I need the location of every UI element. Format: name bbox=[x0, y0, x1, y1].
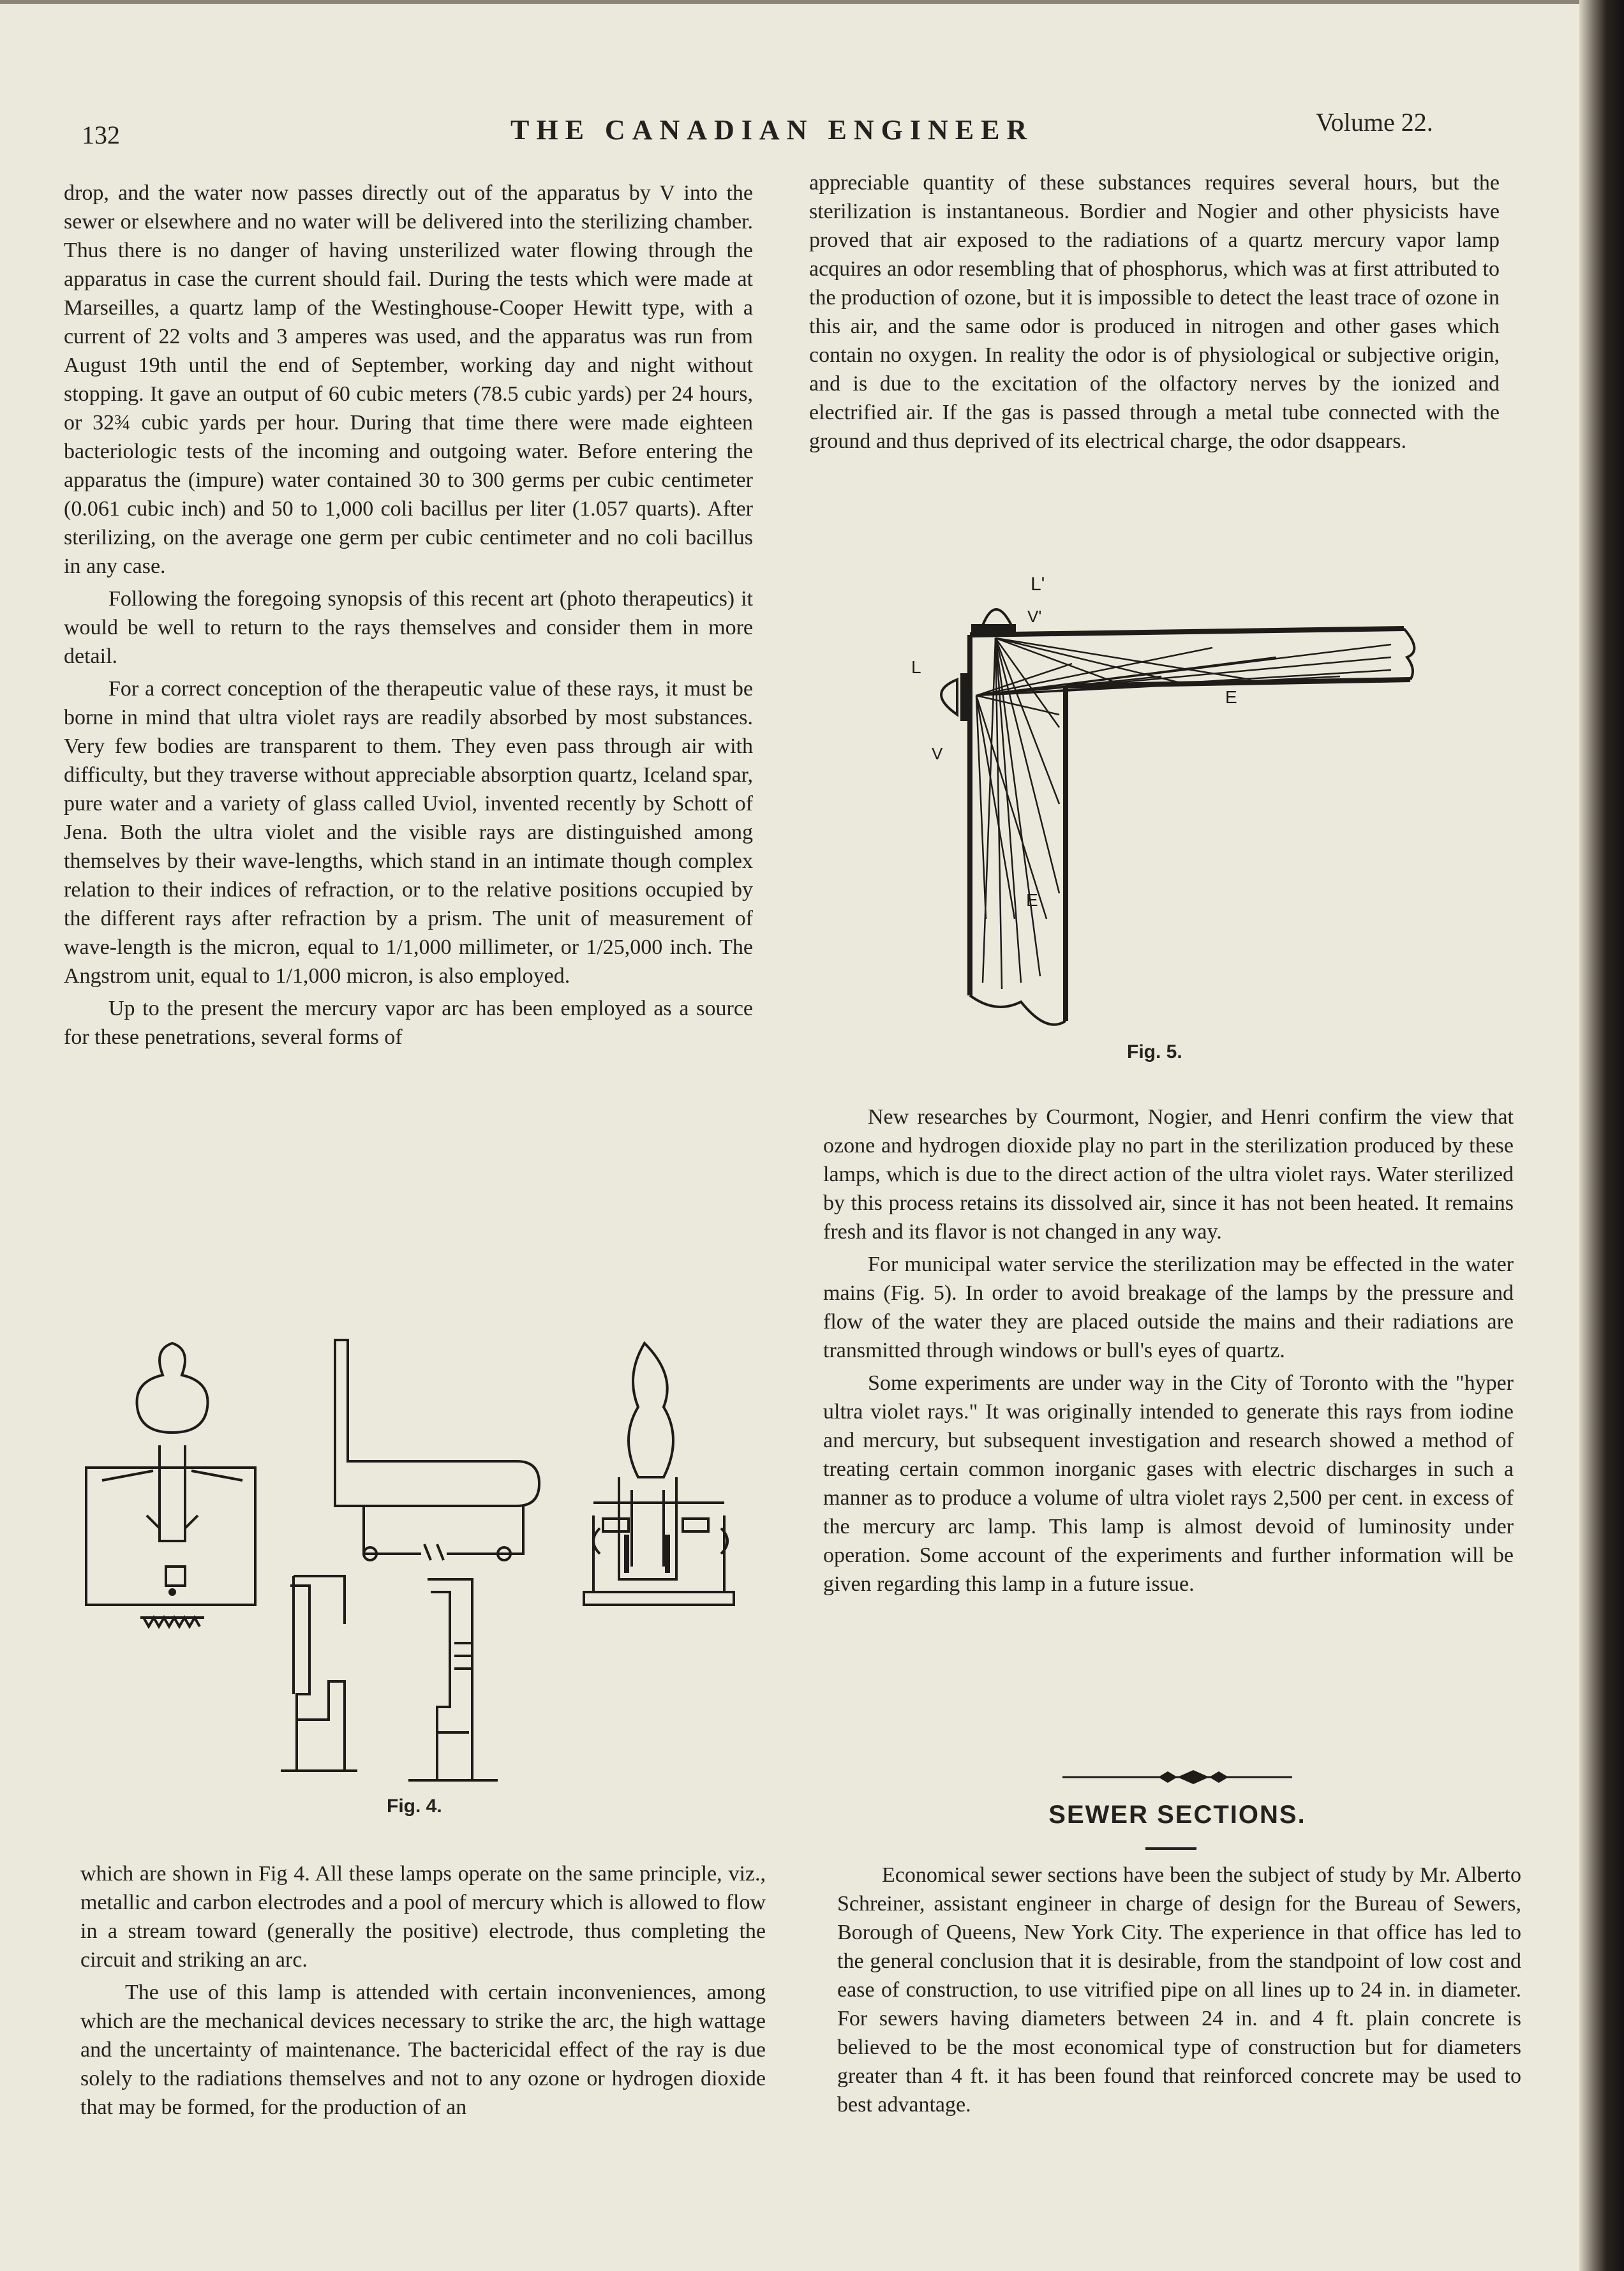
label-l-prime: L' bbox=[1031, 574, 1045, 595]
figure-5-diagram bbox=[893, 562, 1429, 1046]
figure-5-caption: Fig. 5. bbox=[1127, 1041, 1182, 1062]
figure-4-diagram bbox=[64, 1324, 778, 1790]
label-v: V bbox=[932, 744, 943, 763]
volume-label: Volume 22. bbox=[1316, 108, 1433, 137]
book-spine-shadow bbox=[1579, 0, 1624, 2271]
paragraph: New researches by Courmont, Nogier, and Henri confirm the view that ozone and hydrogen dioxide play no part in the sterilization produced by these lamps, which is due to the direct action of the ultra violet rays. Water sterilized by this process retains its dissolved air, since it has not been heated. It remains fresh and its flavor is not changed in any way. bbox=[823, 1105, 1514, 1244]
left-column-top-text bbox=[64, 179, 753, 1055]
paragraph: drop, and the water now passes directly out of the apparatus by V into the sewer or elsewhere and no water will be delivered into the sterilizing chamber. Thus there is no danger of having unsterilized water flowing through the apparatus in case the current should fail. During the tests which were made at Marseilles, a quartz lamp of the Westinghouse-Cooper Hewitt type, with a current of 22 volts and 3 amperes was used, and the apparatus was run from August 19th until the end of September, working day and night without stopping. It gave an output of 60 cubic meters (78.5 cubic yards) per 24 hours, or 32¾ cubic yards per hour. During that time there were made eighteen bacteriologic tests of the incoming and outgoing water. Before entering the apparatus the (impure) water contained 30 to 300 germs per cubic centimeter (0.061 cubic inch) and 50 to 1,000 coli bacillus per liter (1.057 quarts). After sterilizing, on the average one germ per cubic centimeter and no coli bacillus in any case. bbox=[64, 181, 753, 578]
paragraph: For municipal water service the sterilization may be effected in the water mains (Fig. 5). In order to avoid breakage of the lamps by the pressure and flow of the water they are placed outside the mains and their radiations are transmitted through windows or bull's eyes of quartz. bbox=[823, 1253, 1514, 1362]
sewer-sections-text bbox=[837, 1861, 1521, 2123]
page-number: 132 bbox=[82, 121, 120, 149]
journal-title: THE CANADIAN ENGINEER bbox=[510, 114, 1034, 145]
label-e-vertical: E bbox=[1026, 890, 1038, 910]
paragraph: The use of this lamp is attended with certain inconveniences, among which are the mechanical devices necessary to strike the arc, the high wattage and the uncertainty of maintenance. The bactericidal effect of the ray is due solely to the radiations themselves and not to any ozone or hydrogen dioxide that may be formed, for the production of an bbox=[80, 1981, 766, 2119]
paragraph: which are shown in Fig 4. All these lamps operate on the same principle, viz., metallic and carbon electrodes and a pool of mercury which is allowed to flow in a stream toward (generally the positive) electrode, thus completing the circuit and striking an arc. bbox=[80, 1862, 766, 1972]
paragraph: appreciable quantity of these substances requires several hours, but the sterilization is instantaneous. Bordier and Nogier and other physicists have proved that air exposed to the radiations of a quartz mercury vapor lamp acquires an odor resembling that of phosphorus, which was at first attributed to the production of ozone, but it is impossible to detect the least trace of ozone in this air, and the same odor is produced in nitrogen and other gases which contain no oxygen. In reality the odor is of physiological or subjective origin, and is due to the excitation of the olfactory nerves by the ionized and electrified air. If the gas is passed through a metal tube connected with the ground and thus deprived of its electrical charge, the odor dsappears. bbox=[809, 171, 1500, 453]
label-l: L bbox=[911, 657, 921, 677]
paragraph: Up to the present the mercury vapor arc has been employed as a source for these penetrations, several forms of bbox=[64, 997, 753, 1049]
sewer-sections-heading: SEWER SECTIONS. bbox=[1048, 1801, 1306, 1829]
heading-rule bbox=[1145, 1847, 1196, 1850]
paragraph: For a correct conception of the therapeutic value of these rays, it must be borne in mind that ultra violet rays are readily absorbed by most substances. Very few bodies are transparent to them. They even pass through air with difficulty, but they traverse without appreciable absorption quartz, Iceland spar, pure water and a variety of glass called Uviol, invented recently by Schott of Jena. Both the ultra violet and the visible rays are distinguished among themselves by their wave-lengths, which stand in an intimate though complex relation to their indices of refraction, or to the relative positions occupied by the different rays after refraction by a prism. The unit of measurement of wave-length is the micron, equal to 1/1,000 millimeter, or 1/25,000 inch. The Angstrom unit, equal to 1/1,000 micron, is also employed. bbox=[64, 677, 753, 988]
paragraph: Economical sewer sections have been the subject of study by Mr. Alberto Schreiner, assistant engineer in charge of design for the Bureau of Sewers, Borough of Queens, New York City. The experience in that office has led to the general conclusion that it is desirable, from the standpoint of low cost and ease of construction, to use vitrified pipe on all lines up to 24 in. in diameter. For sewers having diameters between 24 in. and 4 ft. plain concrete is believed to be the most economical type of construction but for diameters greater than 4 ft. it has been found that reinforced concrete may be used to best advantage. bbox=[837, 1863, 1521, 2117]
paragraph: Following the foregoing synopsis of this recent art (photo therapeutics) it would be well to return to the rays themselves and consider them in more detail. bbox=[64, 587, 753, 668]
paragraph: Some experiments are under way in the City of Toronto with the "hyper ultra violet rays." It was originally intended to generate this rays from iodine and mercury, but subsequent investigation and research showed a method of treating certain common inorganic gases with electric discharges in such a manner as to produce a volume of ultra violet rays 2,500 per cent. in excess of the mercury arc lamp. This lamp is almost devoid of luminosity under operation. Some account of the experiments and further information will be given regarding this lamp in a future issue. bbox=[823, 1371, 1514, 1596]
right-column-top-text bbox=[809, 168, 1500, 459]
left-column-bottom-text bbox=[80, 1859, 766, 2126]
label-e-horizontal: E bbox=[1225, 687, 1237, 707]
right-column-middle-text bbox=[823, 1103, 1514, 1602]
figure-4-caption: Fig. 4. bbox=[387, 1796, 442, 1817]
section-divider-ornament bbox=[1062, 1768, 1292, 1787]
label-v-prime: V' bbox=[1027, 607, 1042, 626]
page-top-edge bbox=[0, 0, 1579, 4]
